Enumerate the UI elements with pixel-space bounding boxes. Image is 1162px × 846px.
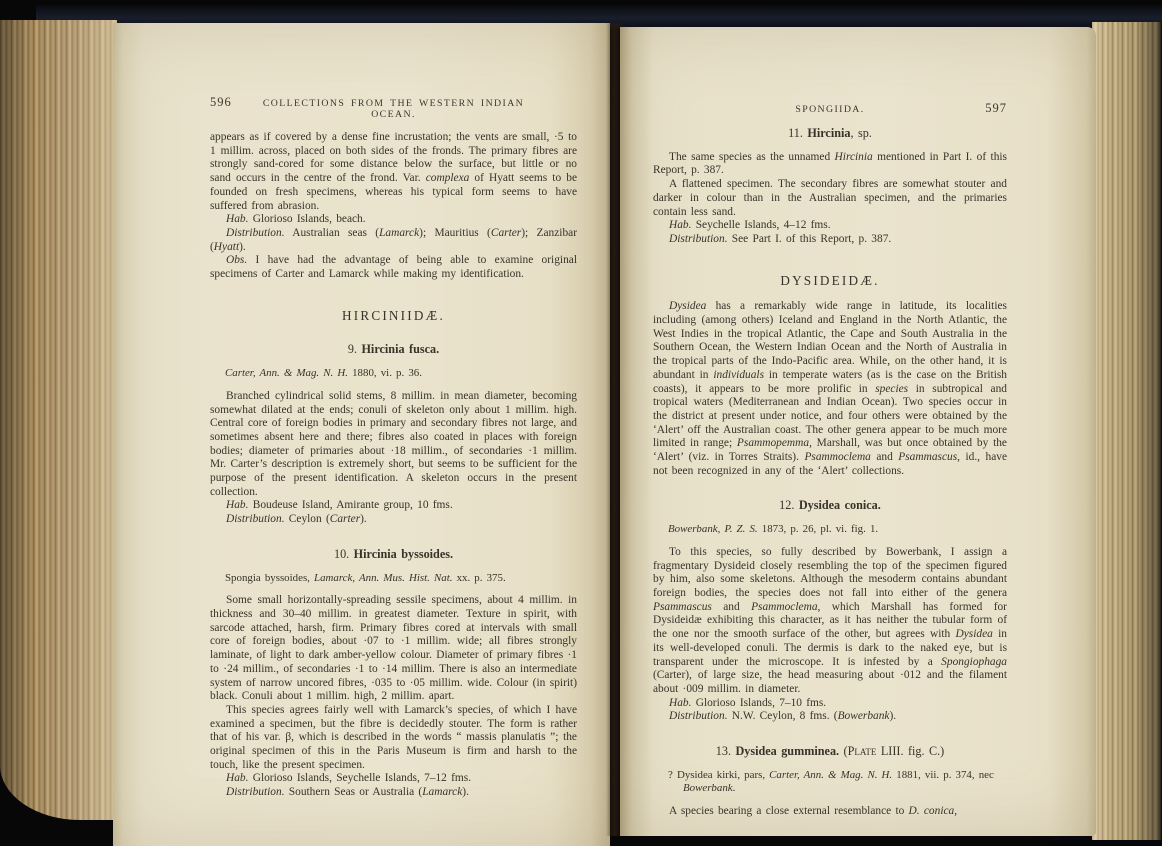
- species-heading: 13. Dysidea gumminea. (Plate LIII. fig. C.): [715, 744, 945, 759]
- paragraph: Hab. Glorioso Islands, 7–10 fms.: [669, 696, 827, 709]
- paragraph: Distribution. Ceylon (Carter).: [226, 513, 367, 526]
- species-heading: 9. Hircinia fusca.: [347, 342, 440, 357]
- family-heading: DYSIDEIDÆ.: [780, 272, 880, 288]
- paragraph: Hab. Seychelle Islands, 4–12 fms.: [669, 219, 831, 232]
- left-running-title: COLLECTIONS FROM THE WESTERN INDIAN OCEAN.: [262, 98, 525, 120]
- species-heading: 10. Hircinia byssoides.: [333, 546, 454, 561]
- paragraph: Dysidea has a remarkably wide range in latitude, its localities including (among others) Iceland and England in the North Atlantic, the West Indies in the tropical Atlantic, the Cape and South Australia in the Southern Ocean, the Western Indian Ocean and the North of Australia in the tropical parts of the Indo-Pacific area. While, on the other hand, it is abundant in individuals in temperate waters (as is the case on the British coasts), it appears to be more prolific in species in subtropical and tropical waters (Mediterranean and Indian Ocean). Two species occur in the district at present under notice, and four others were obtained by the ‘Alert’ off the Australian coast. The other genera appear to be much more limited in range; Psammopemma, Marshall, was but once obtained by the ‘Alert’ (viz. in Torres Straits). Psammoclema and Psammascus, id., have not been recognized in any of the ‘Alert’ collections.: [653, 300, 1007, 477]
- species-heading: 11. Hircinia, sp.: [788, 126, 872, 140]
- species-heading: 12. Dysidea conica.: [779, 498, 881, 513]
- paragraph: Hab. Glorioso Islands, beach.: [226, 213, 366, 226]
- paragraph: Distribution. N.W. Ceylon, 8 fms. (Bowerbank).: [669, 710, 897, 723]
- citation: ? Dysidea kirki, pars, Carter, Ann. & Mag. N. H. 1881, vii. p. 374, nec Bowerbank.: [668, 768, 994, 795]
- paragraph: Distribution. See Part I. of this Report, p. 387.: [669, 232, 892, 245]
- paragraph: The same species as the unnamed Hircinia mentioned in Part I. of this Report, p. 387.: [653, 150, 1007, 177]
- paragraph: This species agrees fairly well with Lamarck’s species, of which I have examined a specimen, but the fibre is decidedly stouter. The form is rather that of his var. β, which is described in the words “ massis planulatis ”; the original specimen of this in the Paris Museum is firm and harsh to the touch, like the present specimen.: [210, 703, 577, 771]
- paragraph: Hab. Glorioso Islands, Seychelle Islands, 7–12 fms.: [226, 772, 472, 785]
- left-page: [113, 23, 610, 846]
- right-page: [620, 27, 1096, 836]
- right-running-head: [653, 101, 1007, 116]
- right-page-number: 597: [985, 101, 1007, 115]
- left-fore-edge-pages: [0, 20, 117, 820]
- right-page-body: [653, 127, 1007, 819]
- left-page-body: [210, 131, 577, 800]
- paragraph: Distribution. Australian seas (Lamarck); Mauritius (Carter); Zanzibar (Hyatt).: [210, 226, 577, 253]
- citation: Bowerbank, P. Z. S. 1873, p. 26, pl. vi. fig. 1.: [668, 523, 879, 536]
- right-fore-edge-pages: [1092, 22, 1162, 840]
- paragraph: A species bearing a close external resemblance to D. conica,: [669, 805, 958, 818]
- family-heading: HIRCINIIDÆ.: [342, 307, 445, 323]
- citation: Carter, Ann. & Mag. N. H. 1880, vi. p. 36.: [225, 367, 422, 380]
- right-running-title: SPONGIIDA.: [795, 104, 865, 115]
- paragraph: Hab. Boudeuse Island, Amirante group, 10 fms.: [226, 499, 453, 512]
- left-page-number: 596: [210, 95, 232, 109]
- paragraph: Distribution. Southern Seas or Australia (Lamarck).: [226, 786, 469, 799]
- paragraph: To this species, so fully described by Bowerbank, I assign a fragmentary Dysideid closely resembling the top of the specimen figured by him, also some skeletons. Although the mesoderm contains abundant foreign bodies, the species does not fall into either of the genera Psammascus and Psammoclema, which Marshall has formed for Dysideidæ exhibiting this character, as it has neither the tubular form of the one nor the smooth surface of the other, but agrees with Dysidea in its well-developed conuli. The dermis is dark to the naked eye, but is transparent under the microscope. It is infested by a Spongiophaga (Carter), of large size, the head measuring about ·012 and the filament about ·009 millim. in diameter.: [653, 545, 1007, 695]
- left-running-head: [210, 95, 577, 120]
- citation: Spongia byssoides, Lamarck, Ann. Mus. Hist. Nat. xx. p. 375.: [225, 571, 506, 584]
- paragraph: Some small horizontally-spreading sessile specimens, about 4 millim. in thickness and 30–40 millim. in greatest diameter. Texture in spirit, with sarcode attached, harsh, firm. Primary fibres cored at intervals with small core of foreign bodies, about ·07 to ·1 millim. wide; all fibres strongly laminate, of light to dark amber-yellow colour. Diameter of primary fibres ·1 to ·24 millim., of secondaries ·1 to ·14 millim. There is also an intermediate system of narrow uncored fibres, ·035 to ·05 millim. wide. Colour (in spirit) black. Conuli about 1 millim. high, 2 millim. apart.: [210, 594, 577, 703]
- paragraph: appears as if covered by a dense fine incrustation; the vents are small, ·5 to 1 millim. across, placed on both sides of the fronds. The primary fibres are strongly sand-cored for some distance below the surface, but little or no sand occurs in the centre of the frond. Var. complexa of Hyatt seems to be founded on fresh specimens, whereas his typical form seems to have suffered from abrasion.: [210, 131, 577, 212]
- paragraph: A flattened specimen. The secondary fibres are somewhat stouter and darker in colour than in the Australian specimen, and the primaries contain less sand.: [653, 178, 1007, 218]
- paragraph: Obs. I have had the advantage of being able to examine original specimens of Carter and Lamarck while making my identification.: [210, 254, 577, 281]
- paragraph: Branched cylindrical solid stems, 8 millim. in mean diameter, becoming somewhat dilated at the ends; conuli of skeleton only about 1 millim. high. Central core of foreign bodies in primary and secondary fibres not large, and sometimes absent here and there; fibres also coated in places with foreign bodies; diameter of primaries about ·18 millim., of secondaries ·1 millim. Mr. Carter’s description is extremely short, but seems to be sufficient for the purpose of the present identification. A skeleton occurs in the present collection.: [210, 389, 577, 498]
